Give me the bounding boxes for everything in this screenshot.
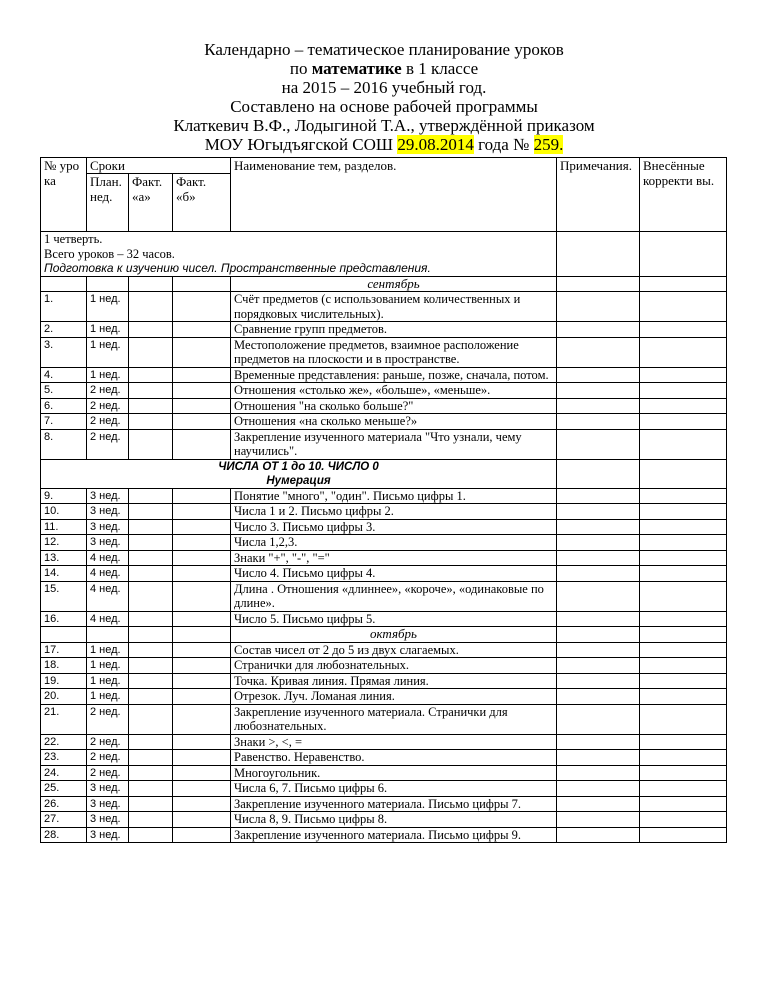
fact-a bbox=[129, 398, 173, 414]
correction bbox=[640, 704, 727, 734]
fact-b bbox=[173, 658, 231, 674]
lesson-topic: Закрепление изученного материала. Странички для любознательных. bbox=[231, 704, 557, 734]
title-line-4: Составлено на основе рабочей программы bbox=[230, 97, 538, 116]
fact-b bbox=[173, 519, 231, 535]
lesson-topic: Состав чисел от 2 до 5 из двух слагаемых. bbox=[231, 642, 557, 658]
planned-week: 2 нед. bbox=[87, 750, 129, 766]
note bbox=[557, 642, 640, 658]
lesson-topic: Закрепление изученного материала "Что узнали, чему научились". bbox=[231, 429, 557, 459]
lesson-topic: Отношения "на сколько больше?" bbox=[231, 398, 557, 414]
title-line-2: по математике в 1 классе bbox=[289, 59, 479, 78]
table-row bbox=[41, 398, 727, 414]
fact-b bbox=[173, 535, 231, 551]
fact-b bbox=[173, 734, 231, 750]
lesson-number: 14. bbox=[41, 566, 87, 582]
correction bbox=[640, 642, 727, 658]
fact-b bbox=[173, 750, 231, 766]
fact-b bbox=[173, 322, 231, 338]
month-label: октябрь bbox=[231, 627, 557, 643]
lesson-number: 8. bbox=[41, 429, 87, 459]
fact-b bbox=[173, 383, 231, 399]
correction bbox=[640, 765, 727, 781]
lesson-number: 10. bbox=[41, 504, 87, 520]
lesson-topic: Отношения «столько же», «больше», «меньше». bbox=[231, 383, 557, 399]
fact-a bbox=[129, 812, 173, 828]
lesson-topic: Местоположение предметов, взаимное расположение предметов на плоскости и в пространстве. bbox=[231, 337, 557, 367]
fact-b bbox=[173, 812, 231, 828]
table-row bbox=[41, 673, 727, 689]
table-row bbox=[41, 322, 727, 338]
fact-a bbox=[129, 337, 173, 367]
fact-b bbox=[173, 429, 231, 459]
quarter-row bbox=[41, 232, 727, 277]
lesson-number: 22. bbox=[41, 734, 87, 750]
header-fact-b: Факт. «б» bbox=[173, 174, 231, 232]
lesson-number: 19. bbox=[41, 673, 87, 689]
table-row bbox=[41, 827, 727, 843]
subject-name: математике bbox=[311, 59, 402, 78]
fact-b bbox=[173, 704, 231, 734]
section-subtitle: Нумерация bbox=[266, 474, 331, 487]
title-line-3: на 2015 – 2016 учебный год. bbox=[281, 78, 487, 97]
order-date: 29.08.2014 bbox=[397, 135, 474, 154]
planned-week: 3 нед. bbox=[87, 504, 129, 520]
header-num: № уро ка bbox=[41, 158, 87, 232]
fact-a bbox=[129, 504, 173, 520]
correction bbox=[640, 398, 727, 414]
lesson-topic: Длина . Отношения «длиннее», «короче», «одинаковые по длине». bbox=[231, 581, 557, 611]
planned-week: 2 нед. bbox=[87, 734, 129, 750]
planned-week: 2 нед. bbox=[87, 765, 129, 781]
planned-week: 4 нед. bbox=[87, 611, 129, 627]
planned-week: 1 нед. bbox=[87, 658, 129, 674]
fact-a bbox=[129, 519, 173, 535]
lesson-topic: Числа 8, 9. Письмо цифры 8. bbox=[231, 812, 557, 828]
correction bbox=[640, 367, 727, 383]
table-row bbox=[41, 519, 727, 535]
fact-a bbox=[129, 765, 173, 781]
fact-a bbox=[129, 611, 173, 627]
header-fact-a: Факт. «а» bbox=[129, 174, 173, 232]
planned-week: 1 нед. bbox=[87, 367, 129, 383]
correction bbox=[640, 796, 727, 812]
note bbox=[557, 750, 640, 766]
document-title bbox=[0, 40, 768, 154]
quarter-total: Всего уроков – 32 часов. bbox=[44, 246, 175, 261]
lesson-number: 1. bbox=[41, 292, 87, 322]
table-row bbox=[41, 611, 727, 627]
note bbox=[557, 504, 640, 520]
section-row-numbers bbox=[41, 459, 727, 488]
fact-b bbox=[173, 550, 231, 566]
fact-b bbox=[173, 566, 231, 582]
fact-a bbox=[129, 488, 173, 504]
table-row bbox=[41, 367, 727, 383]
fact-b bbox=[173, 504, 231, 520]
lesson-number: 20. bbox=[41, 689, 87, 705]
planned-week: 1 нед. bbox=[87, 689, 129, 705]
lesson-number: 18. bbox=[41, 658, 87, 674]
fact-a bbox=[129, 658, 173, 674]
fact-a bbox=[129, 642, 173, 658]
table-row bbox=[41, 781, 727, 797]
correction bbox=[640, 566, 727, 582]
lesson-topic: Числа 1 и 2. Письмо цифры 2. bbox=[231, 504, 557, 520]
table-row bbox=[41, 337, 727, 367]
fact-a bbox=[129, 566, 173, 582]
note bbox=[557, 383, 640, 399]
planned-week: 2 нед. bbox=[87, 414, 129, 430]
order-number: 259. bbox=[533, 135, 564, 154]
lesson-topic: Странички для любознательных. bbox=[231, 658, 557, 674]
lesson-topic: Равенство. Неравенство. bbox=[231, 750, 557, 766]
correction bbox=[640, 322, 727, 338]
note bbox=[557, 292, 640, 322]
planned-week: 2 нед. bbox=[87, 429, 129, 459]
lesson-plan-table bbox=[40, 157, 727, 843]
lesson-number: 11. bbox=[41, 519, 87, 535]
lesson-topic: Числа 1,2,3. bbox=[231, 535, 557, 551]
correction bbox=[640, 827, 727, 843]
fact-a bbox=[129, 367, 173, 383]
note bbox=[557, 704, 640, 734]
lesson-number: 15. bbox=[41, 581, 87, 611]
fact-b bbox=[173, 642, 231, 658]
lesson-topic: Число 3. Письмо цифры 3. bbox=[231, 519, 557, 535]
lesson-number: 27. bbox=[41, 812, 87, 828]
planned-week: 3 нед. bbox=[87, 535, 129, 551]
note bbox=[557, 658, 640, 674]
fact-b bbox=[173, 689, 231, 705]
correction bbox=[640, 581, 727, 611]
note bbox=[557, 673, 640, 689]
fact-b bbox=[173, 414, 231, 430]
correction bbox=[640, 689, 727, 705]
table-row bbox=[41, 750, 727, 766]
correction bbox=[640, 414, 727, 430]
correction bbox=[640, 292, 727, 322]
note bbox=[557, 488, 640, 504]
lesson-number: 12. bbox=[41, 535, 87, 551]
note bbox=[557, 367, 640, 383]
table-row bbox=[41, 429, 727, 459]
planned-week: 2 нед. bbox=[87, 398, 129, 414]
fact-a bbox=[129, 322, 173, 338]
title-line-1: Календарно – тематическое планирование уроков bbox=[204, 40, 564, 59]
fact-a bbox=[129, 292, 173, 322]
note bbox=[557, 414, 640, 430]
correction bbox=[640, 535, 727, 551]
lesson-topic: Многоугольник. bbox=[231, 765, 557, 781]
note bbox=[557, 734, 640, 750]
planned-week: 4 нед. bbox=[87, 566, 129, 582]
correction bbox=[640, 337, 727, 367]
planned-week: 3 нед. bbox=[87, 781, 129, 797]
planned-week: 1 нед. bbox=[87, 322, 129, 338]
correction bbox=[640, 658, 727, 674]
note bbox=[557, 689, 640, 705]
table-row bbox=[41, 689, 727, 705]
lesson-topic: Закрепление изученного материала. Письмо цифры 9. bbox=[231, 827, 557, 843]
note bbox=[557, 796, 640, 812]
header-plan: План. нед. bbox=[87, 174, 129, 232]
fact-a bbox=[129, 535, 173, 551]
lesson-number: 25. bbox=[41, 781, 87, 797]
planned-week: 3 нед. bbox=[87, 812, 129, 828]
fact-b bbox=[173, 367, 231, 383]
lesson-number: 16. bbox=[41, 611, 87, 627]
planned-week: 3 нед. bbox=[87, 827, 129, 843]
note bbox=[557, 519, 640, 535]
table-row bbox=[41, 383, 727, 399]
note bbox=[557, 812, 640, 828]
note bbox=[557, 535, 640, 551]
table-row bbox=[41, 535, 727, 551]
fact-b bbox=[173, 796, 231, 812]
month-row-september bbox=[41, 276, 727, 292]
fact-a bbox=[129, 429, 173, 459]
fact-a bbox=[129, 796, 173, 812]
section-title: ЧИСЛА ОТ 1 до 10. ЧИСЛО 0 bbox=[218, 460, 379, 473]
planned-week: 1 нед. bbox=[87, 673, 129, 689]
planned-week: 3 нед. bbox=[87, 796, 129, 812]
fact-a bbox=[129, 383, 173, 399]
table-row bbox=[41, 566, 727, 582]
correction bbox=[640, 812, 727, 828]
note bbox=[557, 337, 640, 367]
lesson-topic: Число 5. Письмо цифры 5. bbox=[231, 611, 557, 627]
header-corrections: Внесённые корректи вы. bbox=[640, 158, 727, 232]
table-row bbox=[41, 812, 727, 828]
fact-a bbox=[129, 734, 173, 750]
lesson-number: 24. bbox=[41, 765, 87, 781]
header-terms: Сроки bbox=[87, 158, 231, 174]
lesson-topic: Понятие "много", "один". Письмо цифры 1. bbox=[231, 488, 557, 504]
table-row bbox=[41, 765, 727, 781]
table-row bbox=[41, 658, 727, 674]
fact-a bbox=[129, 581, 173, 611]
lesson-topic: Счёт предметов (с использованием количественных и порядковых числительных). bbox=[231, 292, 557, 322]
note bbox=[557, 581, 640, 611]
lesson-number: 7. bbox=[41, 414, 87, 430]
header-topic: Наименование тем, разделов. bbox=[231, 158, 557, 232]
correction bbox=[640, 673, 727, 689]
correction bbox=[640, 550, 727, 566]
planned-week: 3 нед. bbox=[87, 519, 129, 535]
table-header-row bbox=[41, 158, 727, 174]
lesson-number: 17. bbox=[41, 642, 87, 658]
correction bbox=[640, 488, 727, 504]
lesson-topic: Числа 6, 7. Письмо цифры 6. bbox=[231, 781, 557, 797]
table-row bbox=[41, 292, 727, 322]
lesson-number: 23. bbox=[41, 750, 87, 766]
correction bbox=[640, 781, 727, 797]
table-row bbox=[41, 504, 727, 520]
note bbox=[557, 611, 640, 627]
fact-b bbox=[173, 581, 231, 611]
table-row bbox=[41, 796, 727, 812]
table-row bbox=[41, 550, 727, 566]
lesson-topic: Знаки "+", "-", "=" bbox=[231, 550, 557, 566]
lesson-topic: Отношения «на сколько меньше?» bbox=[231, 414, 557, 430]
fact-b bbox=[173, 827, 231, 843]
correction bbox=[640, 611, 727, 627]
lesson-topic: Знаки >, <, = bbox=[231, 734, 557, 750]
planned-week: 3 нед. bbox=[87, 488, 129, 504]
note bbox=[557, 781, 640, 797]
quarter-theme: Подготовка к изучению чисел. Пространственные представления. bbox=[44, 261, 431, 275]
correction bbox=[640, 750, 727, 766]
title-line-5: Клаткевич В.Ф., Лодыгиной Т.А., утверждённой приказом bbox=[173, 116, 595, 135]
table-row bbox=[41, 734, 727, 750]
table-row bbox=[41, 488, 727, 504]
fact-b bbox=[173, 398, 231, 414]
lesson-number: 9. bbox=[41, 488, 87, 504]
lesson-topic: Отрезок. Луч. Ломаная линия. bbox=[231, 689, 557, 705]
fact-b bbox=[173, 488, 231, 504]
fact-b bbox=[173, 292, 231, 322]
fact-a bbox=[129, 781, 173, 797]
note bbox=[557, 322, 640, 338]
table-row bbox=[41, 704, 727, 734]
lesson-number: 3. bbox=[41, 337, 87, 367]
fact-b bbox=[173, 781, 231, 797]
fact-b bbox=[173, 337, 231, 367]
planned-week: 1 нед. bbox=[87, 292, 129, 322]
lesson-topic: Закрепление изученного материала. Письмо цифры 7. bbox=[231, 796, 557, 812]
lesson-topic: Точка. Кривая линия. Прямая линия. bbox=[231, 673, 557, 689]
fact-a bbox=[129, 827, 173, 843]
fact-a bbox=[129, 673, 173, 689]
correction bbox=[640, 383, 727, 399]
table-row bbox=[41, 581, 727, 611]
lesson-topic: Сравнение групп предметов. bbox=[231, 322, 557, 338]
note bbox=[557, 827, 640, 843]
note bbox=[557, 550, 640, 566]
lesson-topic: Число 4. Письмо цифры 4. bbox=[231, 566, 557, 582]
note bbox=[557, 566, 640, 582]
note bbox=[557, 765, 640, 781]
planned-week: 2 нед. bbox=[87, 383, 129, 399]
lesson-number: 2. bbox=[41, 322, 87, 338]
fact-b bbox=[173, 765, 231, 781]
correction bbox=[640, 504, 727, 520]
lesson-number: 28. bbox=[41, 827, 87, 843]
lesson-number: 26. bbox=[41, 796, 87, 812]
table-row bbox=[41, 642, 727, 658]
month-row-october bbox=[41, 627, 727, 643]
correction bbox=[640, 429, 727, 459]
lesson-number: 21. bbox=[41, 704, 87, 734]
header-note: Примечания. bbox=[557, 158, 640, 232]
fact-a bbox=[129, 750, 173, 766]
month-label: сентябрь bbox=[231, 276, 557, 292]
lesson-number: 13. bbox=[41, 550, 87, 566]
fact-b bbox=[173, 611, 231, 627]
planned-week: 4 нед. bbox=[87, 581, 129, 611]
table-row bbox=[41, 414, 727, 430]
note bbox=[557, 429, 640, 459]
lesson-number: 5. bbox=[41, 383, 87, 399]
fact-a bbox=[129, 550, 173, 566]
lesson-topic: Временные представления: раньше, позже, сначала, потом. bbox=[231, 367, 557, 383]
lesson-number: 4. bbox=[41, 367, 87, 383]
quarter-label: 1 четверть. bbox=[44, 232, 103, 246]
fact-a bbox=[129, 689, 173, 705]
planned-week: 2 нед. bbox=[87, 704, 129, 734]
correction bbox=[640, 734, 727, 750]
title-line-6: МОУ Югыдъягской СОШ 29.08.2014 года № 259. bbox=[204, 135, 564, 154]
fact-a bbox=[129, 414, 173, 430]
fact-b bbox=[173, 673, 231, 689]
fact-a bbox=[129, 704, 173, 734]
lesson-number: 6. bbox=[41, 398, 87, 414]
planned-week: 1 нед. bbox=[87, 642, 129, 658]
note bbox=[557, 398, 640, 414]
correction bbox=[640, 519, 727, 535]
planned-week: 1 нед. bbox=[87, 337, 129, 367]
planned-week: 4 нед. bbox=[87, 550, 129, 566]
